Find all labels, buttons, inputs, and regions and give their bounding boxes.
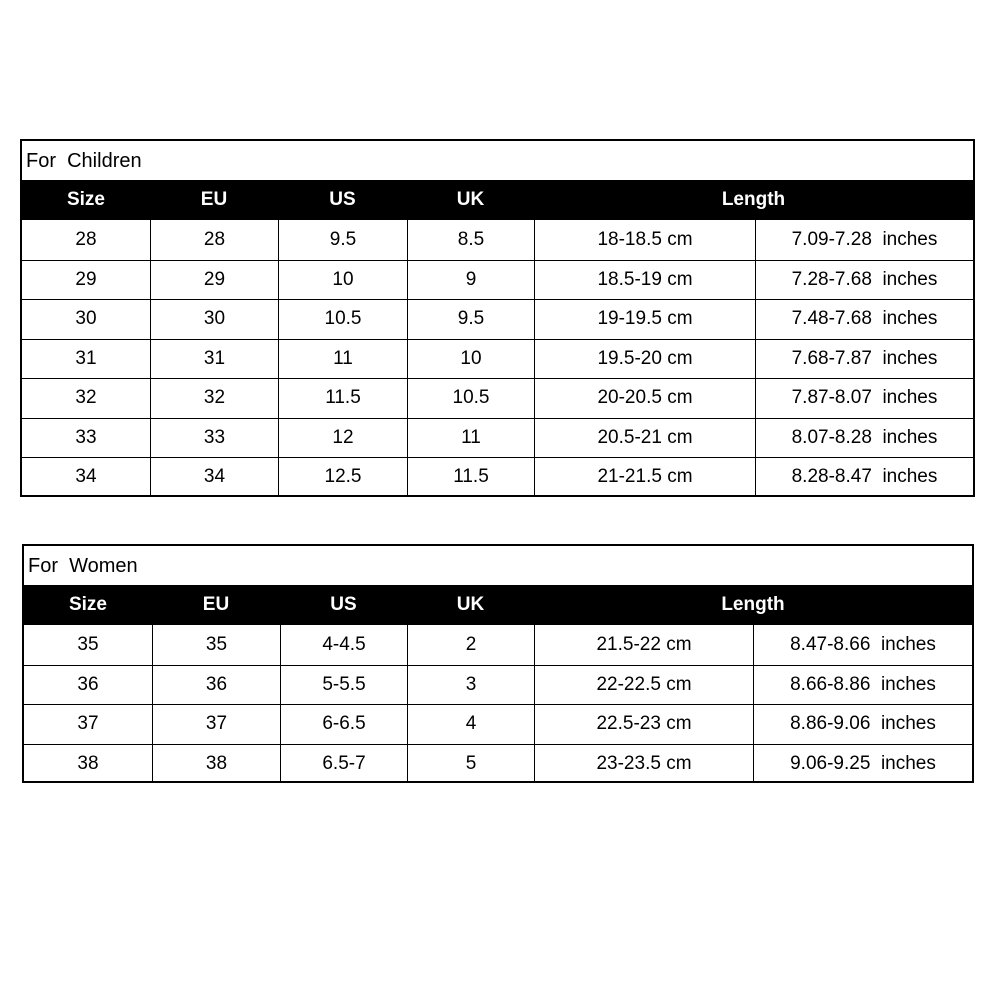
table-row	[22, 260, 973, 300]
header-uk: UK	[456, 594, 485, 615]
uk-cell: 9	[407, 261, 534, 300]
eu-cell: 32	[150, 379, 278, 418]
length-inches-cell: 7.48-7.68 inches	[755, 300, 973, 339]
eu-cell: 36	[152, 666, 280, 705]
table-body	[22, 220, 973, 497]
table-row	[22, 418, 973, 458]
table-row	[22, 378, 973, 418]
eu-cell: 33	[150, 419, 278, 458]
header-us: US	[330, 594, 357, 615]
header-eu: EU	[200, 189, 228, 210]
header-row	[22, 180, 973, 220]
table-row	[22, 220, 973, 260]
uk-cell: 11.5	[407, 458, 534, 497]
length-cm-cell: 22.5-23 cm	[534, 705, 753, 744]
length-cm-cell: 20.5-21 cm	[534, 419, 755, 458]
uk-cell: 8.5	[407, 220, 534, 260]
length-inches-cell: 8.47-8.66 inches	[753, 625, 972, 665]
size-cell: 37	[77, 713, 99, 735]
us-cell: 12	[278, 419, 407, 458]
eu-cell: 38	[152, 745, 280, 784]
header-length: Length	[721, 189, 786, 210]
uk-cell: 9.5	[407, 300, 534, 339]
table-title: For Children	[26, 150, 142, 172]
table-body	[24, 625, 972, 783]
eu-cell: 29	[150, 261, 278, 300]
us-cell: 4-4.5	[280, 625, 407, 665]
us-cell: 5-5.5	[280, 666, 407, 705]
uk-cell: 10	[407, 340, 534, 379]
length-cm-cell: 19-19.5 cm	[534, 300, 755, 339]
us-cell: 10.5	[278, 300, 407, 339]
table-row	[22, 457, 973, 497]
eu-cell: 35	[152, 625, 280, 665]
us-cell: 10	[278, 261, 407, 300]
length-cm-cell: 22-22.5 cm	[534, 666, 753, 705]
length-inches-cell: 8.07-8.28 inches	[755, 419, 973, 458]
length-cm-cell: 23-23.5 cm	[534, 745, 753, 784]
header-row	[24, 585, 972, 625]
table-row	[22, 299, 973, 339]
length-cm-cell: 20-20.5 cm	[534, 379, 755, 418]
length-cm-cell: 19.5-20 cm	[534, 340, 755, 379]
length-inches-cell: 9.06-9.25 inches	[753, 745, 972, 784]
eu-cell: 37	[152, 705, 280, 744]
table-row	[22, 339, 973, 379]
length-inches-cell: 7.09-7.28 inches	[755, 220, 973, 260]
table-row	[24, 744, 972, 784]
uk-cell: 5	[407, 745, 534, 784]
uk-cell: 11	[407, 419, 534, 458]
size-cell: 33	[75, 426, 97, 448]
size-cell: 34	[75, 466, 97, 488]
children-size-table	[20, 139, 975, 497]
header-length: Length	[721, 594, 785, 615]
length-cm-cell: 21-21.5 cm	[534, 458, 755, 497]
uk-cell: 3	[407, 666, 534, 705]
length-inches-cell: 8.86-9.06 inches	[753, 705, 972, 744]
us-cell: 11.5	[278, 379, 407, 418]
size-cell: 28	[75, 228, 97, 250]
length-cm-cell: 21.5-22 cm	[534, 625, 753, 665]
table-title: For Women	[28, 555, 138, 577]
table-row	[24, 704, 972, 744]
length-inches-cell: 7.87-8.07 inches	[755, 379, 973, 418]
header-uk: UK	[456, 189, 485, 210]
length-cm-cell: 18-18.5 cm	[534, 220, 755, 260]
us-cell: 6-6.5	[280, 705, 407, 744]
size-cell: 32	[75, 387, 97, 409]
eu-cell: 34	[150, 458, 278, 497]
header-size: Size	[68, 594, 108, 615]
uk-cell: 2	[407, 625, 534, 665]
eu-cell: 28	[150, 220, 278, 260]
size-cell: 29	[75, 268, 97, 290]
length-inches-cell: 8.66-8.86 inches	[753, 666, 972, 705]
us-cell: 12.5	[278, 458, 407, 497]
table-row	[24, 625, 972, 665]
header-us: US	[329, 189, 356, 210]
size-cell: 31	[75, 347, 97, 369]
eu-cell: 30	[150, 300, 278, 339]
size-cell: 35	[77, 633, 99, 655]
length-inches-cell: 7.28-7.68 inches	[755, 261, 973, 300]
us-cell: 9.5	[278, 220, 407, 260]
uk-cell: 10.5	[407, 379, 534, 418]
length-inches-cell: 8.28-8.47 inches	[755, 458, 973, 497]
size-cell: 30	[75, 308, 97, 330]
size-cell: 36	[77, 673, 99, 695]
header-size: Size	[66, 189, 106, 210]
uk-cell: 4	[407, 705, 534, 744]
length-cm-cell: 18.5-19 cm	[534, 261, 755, 300]
table-row	[24, 665, 972, 705]
women-size-table	[22, 544, 974, 783]
header-eu: EU	[202, 594, 230, 615]
us-cell: 6.5-7	[280, 745, 407, 784]
size-cell: 38	[77, 752, 99, 774]
eu-cell: 31	[150, 340, 278, 379]
length-inches-cell: 7.68-7.87 inches	[755, 340, 973, 379]
us-cell: 11	[278, 340, 407, 379]
